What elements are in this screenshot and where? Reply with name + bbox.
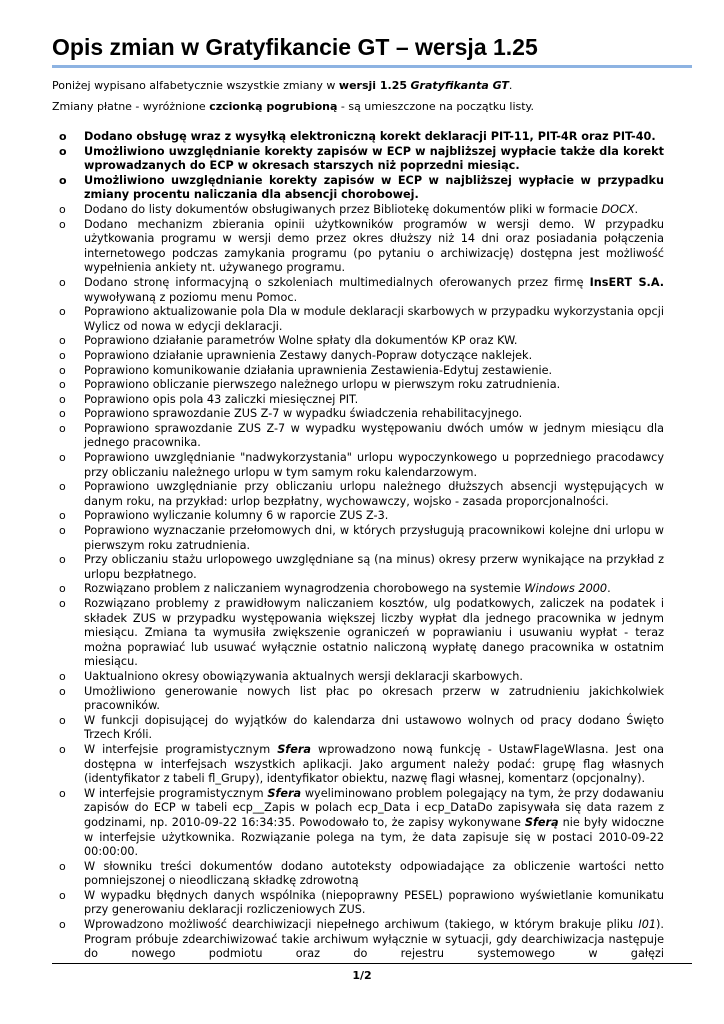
bullet-marker: o	[59, 509, 66, 523]
bullet-marker: o	[59, 407, 66, 421]
change-text: Umożliwiono uwzględnianie korekty zapisów w ECP w najbliższej wypłacie także dla korekt wprowadzanych do ECP w okresach starszych niż poprzedni miesiąc.	[84, 144, 664, 173]
page-number: 1/2	[352, 969, 372, 982]
bullet-marker: o	[59, 130, 67, 143]
change-text-part: InsERT S.A.	[589, 275, 665, 289]
change-text: Poprawiono uwzględnianie przy obliczaniu urlopu należnego dłuższych absencji występujących w danym roku, na przykład: urlop bezpłatny, wychowawczy, wojsko - zasada proporcjonalności.	[84, 480, 664, 508]
title-underline	[52, 65, 692, 68]
change-text-part: ). Program próbuje zdearchiwizować takie archiwum wyłącznie w sytuacji, gdy dearchiwizacja następuje do nowego podmiotu oraz do rejestru systemowego w gałęzi	[84, 918, 664, 961]
bullet-marker: o	[59, 348, 66, 362]
intro-product-name: Gratyfikanta GT	[410, 79, 509, 92]
change-item	[52, 422, 664, 451]
change-text: Przy obliczaniu stażu urlopowego uwzględniane są (na minus) okresy przerw wynikające na przykład z urlopu bezpłatnego.	[84, 553, 664, 581]
change-text-part: Dodano stronę informacyjną o szkoleniach multimedialnych oferowanych przez firmę	[84, 275, 590, 289]
change-text-part: I01	[638, 918, 657, 932]
bullet-marker: o	[59, 918, 66, 932]
bullet-marker: o	[59, 524, 66, 538]
bullet-marker: o	[59, 713, 66, 727]
change-item	[52, 378, 664, 393]
bullet-marker: o	[59, 742, 66, 756]
bullet-marker: o	[59, 173, 67, 187]
change-item	[52, 407, 664, 422]
change-text: Umożliwiono generowanie nowych list płac po okresach przerw w zatrudnieniu jakichkolwiek pracowników.	[84, 684, 664, 713]
change-text-part: Wprowadzono możliwość dearchiwizacji niepełnego archiwum (takiego, w którym brakuje pliku	[84, 918, 639, 932]
bullet-marker: o	[59, 451, 66, 465]
change-text: Poprawiono działanie uprawnienia Zestawy danych-Popraw dotyczące naklejek.	[84, 348, 533, 362]
change-item	[52, 553, 664, 582]
change-item	[52, 743, 664, 787]
change-item	[52, 451, 664, 480]
change-text: Dodano mechanizm zbierania opinii użytkowników programów w wersji demo. W przypadku użytkowania programu w wersji demo przez okres dłuższy niż 14 dni oraz posiadania połączenia internetowego podczas zamykania programu (po pytaniu o archiwizację) dostępna jest możliwość wypełnienia ankiety nt. używanego programu.	[84, 217, 664, 275]
change-item	[52, 918, 664, 962]
bullet-marker: o	[59, 275, 66, 289]
change-text: Poprawiono aktualizowanie pola Dla w module deklaracji skarbowych w przypadku wykorzystania opcji Wylicz od nowa w edycji deklaracji.	[84, 305, 664, 333]
change-text-part: DOCX	[601, 202, 635, 216]
intro-line-1-prefix: Poniżej wypisano alfabetycznie wszystkie zmiany w	[52, 79, 339, 92]
bullet-marker: o	[59, 553, 66, 567]
change-text-part: W interfejsie programistycznym	[84, 786, 268, 800]
change-item	[52, 524, 664, 553]
change-text: Poprawiono wyznaczanie przełomowych dni, w których przysługują pracownikowi kolejne dni urlopu w pierwszym roku zatrudnienia.	[84, 524, 664, 552]
bullet-marker: o	[59, 305, 66, 319]
change-item	[52, 393, 664, 408]
change-text-part: Windows 2000	[524, 582, 608, 596]
bullet-marker: o	[59, 144, 67, 158]
change-text-part: .	[607, 582, 611, 596]
change-item	[52, 509, 664, 524]
bullet-marker: o	[59, 786, 66, 800]
bullet-marker: o	[59, 684, 66, 698]
bullet-marker: o	[59, 421, 66, 435]
bullet-marker: o	[59, 392, 66, 406]
change-item	[52, 130, 664, 145]
change-text-part: Sferą	[524, 815, 559, 829]
change-item	[52, 480, 664, 509]
change-item	[52, 334, 664, 349]
intro-line-2-suffix: - są umieszczone na początku listy.	[337, 100, 534, 113]
bullet-marker: o	[59, 202, 66, 216]
change-text: Poprawiono działanie parametrów Wolne spłaty dla dokumentów KP oraz KW.	[84, 334, 518, 348]
bullet-marker: o	[59, 859, 66, 873]
bullet-marker: o	[59, 363, 66, 377]
change-item	[52, 218, 664, 276]
change-item	[52, 203, 664, 218]
bullet-marker: o	[59, 597, 66, 610]
footer-rule	[52, 963, 692, 964]
bullet-marker: o	[59, 480, 66, 494]
change-item	[52, 860, 664, 889]
bullet-marker: o	[59, 378, 66, 392]
change-list	[52, 130, 664, 962]
change-item	[52, 364, 664, 379]
change-item	[52, 670, 664, 685]
change-item	[52, 787, 664, 860]
change-item	[52, 145, 664, 174]
change-text: Poprawiono obliczanie pierwszego należnego urlopu w pierwszym roku zatrudnienia.	[84, 378, 561, 392]
change-text: W słowniku treści dokumentów dodano autoteksty odpowiadające za obliczenie wartości netto pomniejszonej o nieodliczaną składkę zdrowotną	[84, 859, 664, 888]
change-item	[52, 305, 664, 334]
change-text-part: W interfejsie programistycznym	[84, 742, 278, 756]
change-item	[52, 174, 664, 203]
change-text: Poprawiono sprawozdanie ZUS Z-7 w wypadku świadczenia rehabilitacyjnego.	[84, 407, 523, 421]
change-text: W funkcji dopisującej do wyjątków do kalendarza dni ustawowo wolnych od pracy dodano Święto Trzech Króli.	[84, 713, 664, 742]
intro-line-2	[52, 100, 692, 114]
page-title: Opis zmian w Gratyfikancie GT – wersja 1.25	[52, 34, 538, 60]
bullet-marker: o	[59, 582, 66, 596]
change-text: Poprawiono opis pola 43 zaliczki miesięcznej PIT.	[84, 392, 359, 406]
change-text: W wypadku błędnych danych wspólnika (niepoprawny PESEL) poprawiono wyświetlanie komunikatu przy generowaniu deklaracji rozliczeniowych ZUS.	[84, 888, 664, 917]
change-text: Poprawiono uwzględnianie "nadwykorzystania" urlopu wypoczynkowego u poprzedniego pracodawcy przy obliczaniu należnego urlopu w tym samym roku kalendarzowym.	[84, 451, 664, 479]
bullet-marker: o	[59, 217, 66, 231]
change-text: Poprawiono sprawozdanie ZUS Z-7 w wypadku występowaniu dwóch umów w jednym miesiącu dla jednego pracownika.	[84, 421, 664, 450]
change-text: Poprawiono wyliczanie kolumny 6 w raporcie ZUS Z-3.	[84, 509, 389, 523]
bullet-marker: o	[59, 669, 66, 683]
change-text: Dodano obsługę wraz z wysyłką elektroniczną korekt deklaracji PIT-11, PIT-4R oraz PIT-40.	[84, 130, 656, 143]
intro-version: wersji 1.25	[338, 79, 408, 92]
change-item	[52, 582, 664, 597]
intro-line-1: Poniżej wypisano alfabetycznie wszystkie zmiany w wersji 1.25 Gratyfikanta GT.	[52, 79, 513, 92]
change-item	[52, 349, 664, 364]
change-text-part: Sfera	[277, 742, 311, 756]
change-item	[52, 685, 664, 714]
intro-bold-note: czcionką pogrubioną	[209, 100, 338, 113]
change-text-part: Sfera	[267, 786, 302, 800]
bullet-marker: o	[59, 334, 66, 348]
change-item	[52, 714, 664, 743]
change-text-part: wywoływaną z poziomu menu Pomoc.	[84, 290, 298, 304]
intro-line-2-prefix: Zmiany płatne - wyróżnione	[52, 100, 210, 113]
change-text: Uaktualniono okresy obowiązywania aktualnych wersji deklaracji skarbowych.	[84, 669, 523, 683]
change-text-part: wprowadzono nową funkcję - UstawFlageWlasna. Jest ona dostępna w interfejsach wszystkich aplikacji. Jako argument należy podać: grupę flag własnych (identyfikator z tabeli fl_Grupy), identyfikator obiektu, nazwę flagi własnej, komentarz (opcjonalny).	[84, 742, 664, 786]
change-text-part: Dodano do listy dokumentów obsługiwanych przez Bibliotekę dokumentów pliki w formacie	[84, 202, 602, 216]
change-item	[52, 597, 664, 670]
bullet-marker: o	[59, 888, 66, 902]
change-item	[52, 889, 664, 918]
change-text: Umożliwiono uwzględnianie korekty zapisów w ECP w najbliższej wypłacie w przypadku zmiany procentu naliczania dla absencji chorobowej.	[84, 173, 664, 202]
change-text-part: .	[634, 202, 639, 216]
change-text: Rozwiązano problemy z prawidłowym naliczaniem kosztów, ulg podatkowych, zaliczek na podatek i składek ZUS w przypadku występowania większej liczby wypłat dla jednego pracownika w jednym miesiącu. Zmiana ta wymusiła zwiększenie ograniczeń w poprawianiu i usuwaniu wypłat - teraz można poprawiać lub usuwać wyłącznie ostatnio naliczoną wypłatę danego pracownika w ostatnim miesiącu.	[84, 597, 664, 669]
change-text-part: wyeliminowano problem polegający na tym, że przy dodawaniu zapisów do ECP w tabeli ecp__Zapis w polach ecp_Data i ecp_DataDo zapisywała się data razem z godzinami, np. 2010-09-22 16:34:35. Powodowało to, że zapisy wykonywane	[84, 786, 664, 829]
change-text-part: Rozwiązano problem z naliczaniem wynagrodzenia chorobowego na systemie	[84, 582, 525, 596]
change-item	[52, 276, 664, 305]
change-text: Poprawiono komunikowanie działania uprawnienia Zestawienia-Edytuj zestawienie.	[84, 363, 553, 377]
change-text-part: nie były widoczne w interfejsie użytkownika. Rozwiązanie polega na tym, że data zapisuje się w postaci 2010-09-22 00:00:00.	[84, 815, 664, 859]
